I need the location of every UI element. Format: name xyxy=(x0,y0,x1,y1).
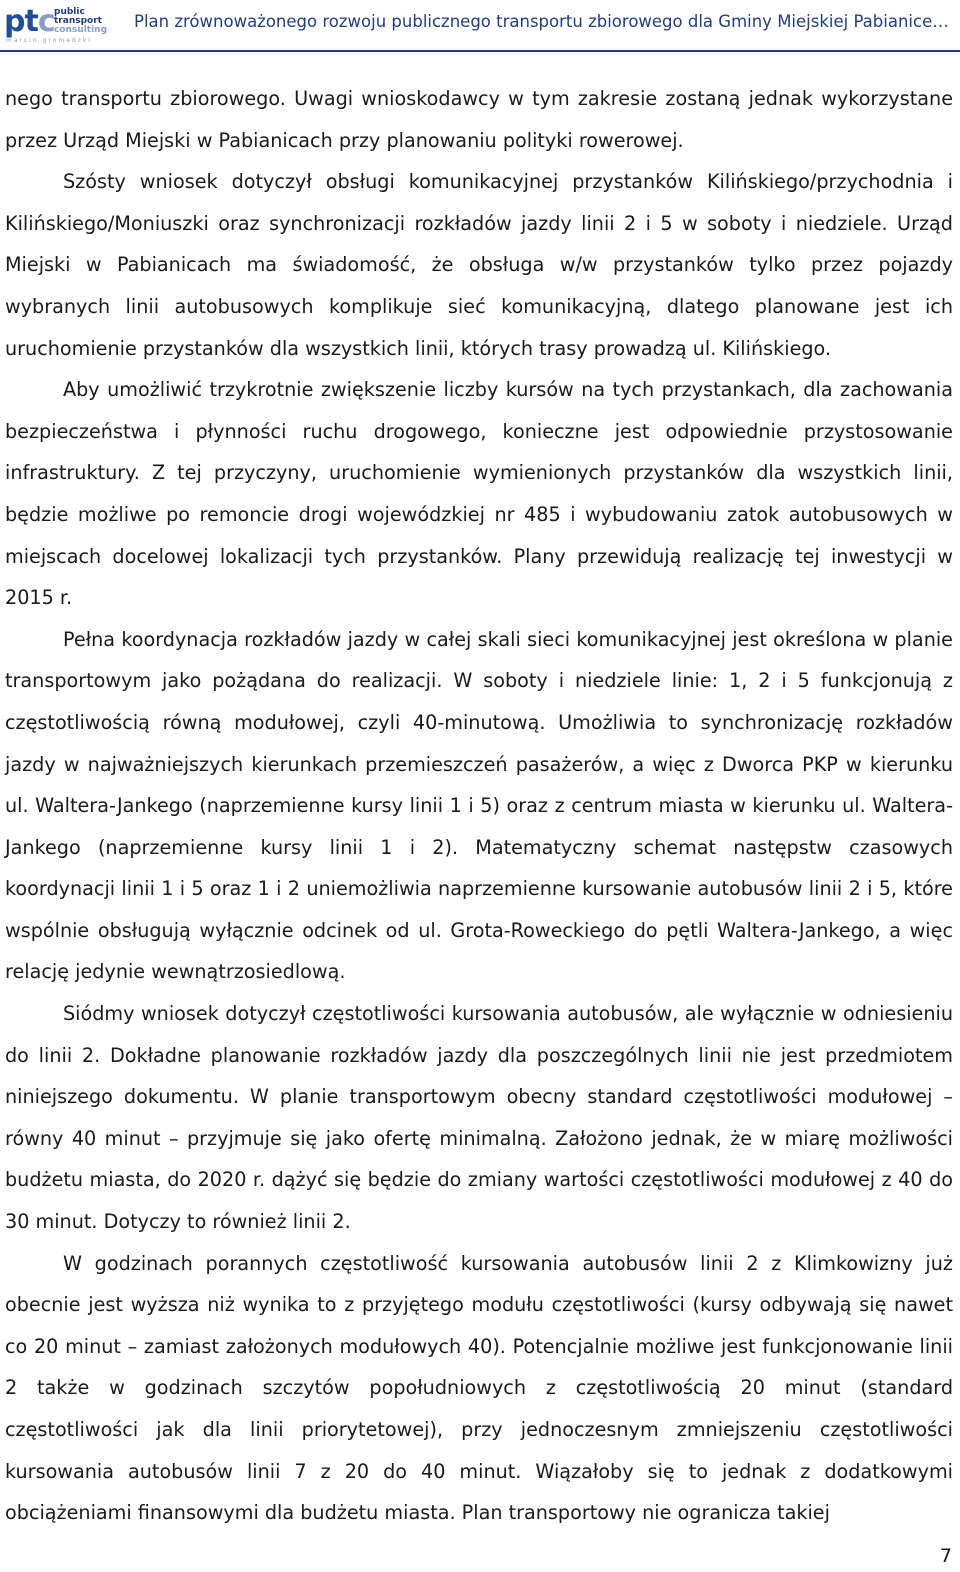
page-number: 7 xyxy=(939,1545,952,1567)
logo-words xyxy=(54,8,107,35)
paragraph-morning-frequency: W godzinach porannych częstotliwość kursowania autobusów linii 2 z Klimkowizny już obecnie jest wyższa niż wynika to z przyjętego modułu częstotliwości (kursy odbywają się nawet co 20 minut – zamiast założonych modułowych 40). Potencjalnie możliwe jest funkcjonowanie linii 2 także w godzinach szczytów popołudniowych z częstotliwością 20 minut (standard częstotliwości jak dla linii priorytetowej), przy jednoczesnym zmniejszeniu częstotliwości kursowania autobusów linii 7 z 20 do 40 minut. Wiązałoby się to jednak z dodatkowymi obciążeniami finansowymi dla budżetu miasta. Plan transportowy nie ogranicza takiej xyxy=(5,1251,953,1525)
running-header-title: Plan zrównoważonego rozwoju publicznego transportu zbiorowego dla Gminy Miejskiej Pabianice… xyxy=(134,12,949,31)
ptc-logo xyxy=(4,5,122,45)
paragraph-sixth-request: Szósty wniosek dotyczył obsługi komunikacyjnej przystanków Kilińskiego/przychodnia i Kilińskiego/Moniuszki oraz synchronizacji rozkładów jazdy linii 2 i 5 w soboty i niedziele. Urząd Miejski w Pabianicach ma świadomość, że obsługa w/w przystanków tylko przez pojazdy wybranych linii autobusowych komplikuje sieć komunikacyjną, dlatego planowane jest ich uruchomienie przystanków dla wszystkich linii, których trasy prowadzą ul. Kilińskiego. xyxy=(5,170,953,360)
logo-letters: ptc xyxy=(4,4,55,39)
logo-line-public: public xyxy=(54,7,85,17)
paragraph-continued: nego transportu zbiorowego. Uwagi wnioskodawcy w tym zakresie zostaną jednak wykorzystane przez Urząd Miejski w Pabianicach przy planowaniu polityki rowerowej. xyxy=(5,87,953,152)
paragraph-infrastructure: Aby umożliwić trzykrotnie zwiększenie liczby kursów na tych przystankach, dla zachowania bezpieczeństwa i płynności ruchu drogowego, konieczne jest odpowiednie przystosowanie infrastruktury. Z tej przyczyny, uruchomienie wymienionych przystanków dla wszystkich linii, będzie możliwe po remoncie drogi wojewódzkiej nr 485 i wybudowaniu zatok autobusowych w miejscach docelowej lokalizacji tych przystanków. Plany przewidują realizację tej inwestycji w 2015 r. xyxy=(5,378,953,610)
page-header xyxy=(0,0,960,52)
paragraph-seventh-request: Siódmy wniosek dotyczył częstotliwości kursowania autobusów, ale wyłącznie w odniesieniu do linii 2. Dokładne planowanie rozkładów jazdy dla poszczególnych linii nie jest przedmiotem niniejszego dokumentu. W planie transportowym obecny standard częstotliwości modułowej – równy 40 minut – przyjmuje się jako ofertę minimalną. Założono jednak, że w miarę możliwości budżetu miasta, do 2020 r. dążyć się będzie do zmiany wartości częstotliwości modułowej z 40 do 30 minut. Dotyczy to również linii 2. xyxy=(5,1002,953,1234)
logo-subtitle: marcin gromadzki xyxy=(6,37,92,44)
logo-line-transport: transport xyxy=(54,16,102,26)
paragraph-coordination: Pełna koordynacja rozkładów jazdy w całej skali sieci komunikacyjnej jest określona w planie transportowym jako pożądana do realizacji. W soboty i niedziele linie: 1, 2 i 5 funkcjonują z częstotliwością równą modułowej, czyli 40-minutową. Umożliwia to synchronizację rozkładów jazdy w najważniejszych kierunkach przemieszczeń pasażerów, a więc z Dworca PKP w kierunku ul. Waltera-Jankego (naprzemienne kursy linii 1 i 5) oraz z centrum miasta w kierunku ul. Waltera-Jankego (naprzemienne kursy linii 1 i 2). Matematyczny schemat następstw czasowych koordynacji linii 1 i 5 oraz 1 i 2 uniemożliwia naprzemienne kursowanie autobusów linii 2 i 5, które wspólnie obsługują wyłącznie odcinek od ul. Grota-Roweckiego do pętli Waltera-Jankego, a więc relację jedynie wewnątrzosiedlową. xyxy=(5,627,953,984)
logo-line-consulting: consulting xyxy=(54,25,108,35)
document-body xyxy=(5,78,953,1534)
